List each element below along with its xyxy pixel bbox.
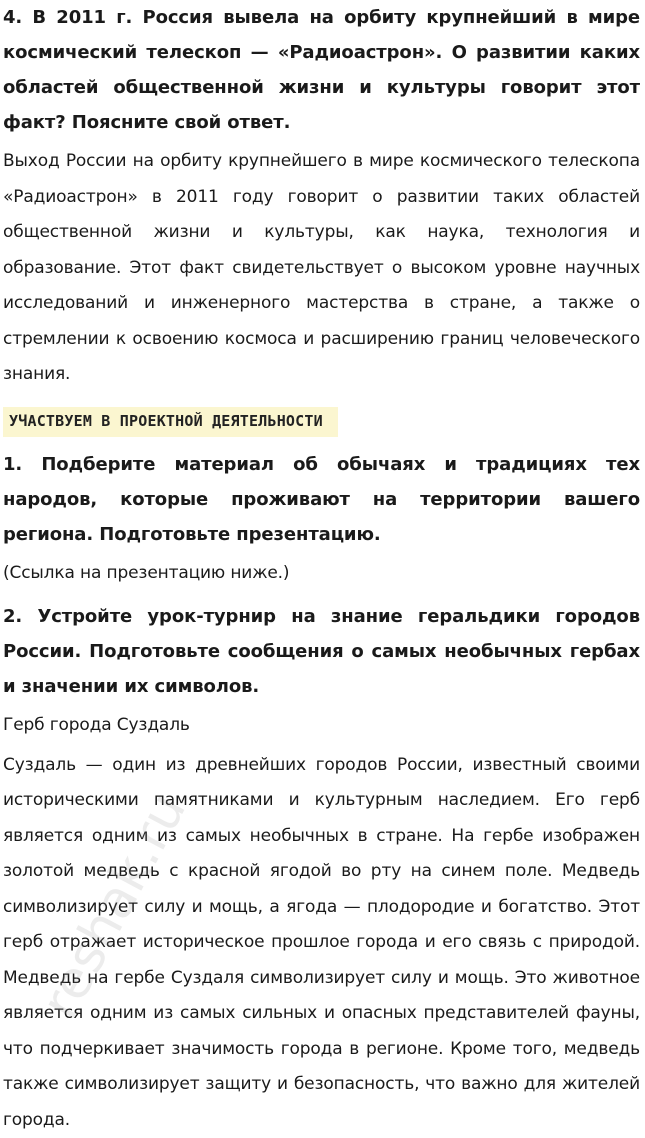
project-2-question: 2. Устройте урок-турнир на знание геральдики городов России. Подготовьте сообщения о самых необычных гербах и значении их символов. [3,599,640,704]
project-1-answer: (Ссылка на презентацию ниже.) [3,556,640,592]
task-4-answer: Выход России на орбиту крупнейшего в мире космического телескопа «Радиоастрон» в 2011 году говорит о развитии таких областей общественной жизни и культуры, как наука, технология и образование. Этот факт свидетельствует о высоком уровне научных исследований и инженерного мастерства в стране, а также о стремлении к освоению космоса и расширению границ человеческого знания. [3,144,640,393]
project-2-answer: Суздаль — один из древнейших городов России, известный своими историческими памятниками и культурным наследием. Его герб является одним из самых необычных в стране. На гербе изображен золотой медведь с красной ягодой во рту на синем поле. Медведь символизирует силу и мощь, а ягода — плодородие и богатство. Этот герб отражает историческое прошлое города и его связь с природой. Медведь на гербе Суздаля символизирует силу и мощь. Это животное является одним из самых сильных и опасных представителей фауны, что подчеркивает значимость города в регионе. Кроме того, медведь также символизирует защиту и безопасность, что важно для жителей города. [3,748,640,1138]
section-heading: УЧАСТВУЕМ В ПРОЕКТНОЙ ДЕЯТЕЛЬНОСТИ [3,407,338,437]
project-1-question: 1. Подберите материал об обычаях и традициях тех народов, которые проживают на территории вашего региона. Подготовьте презентацию. [3,447,640,552]
project-2-subtitle: Герб города Суздаль [3,708,640,744]
watermark-logo: reshak.ru [30,784,198,1029]
task-4-question: 4. В 2011 г. Россия вывела на орбиту крупнейший в мире космический телескоп — «Радиоастрон». О развитии каких областей общественной жизни и культуры говорит этот факт? Поясните свой ответ. [3,0,640,140]
